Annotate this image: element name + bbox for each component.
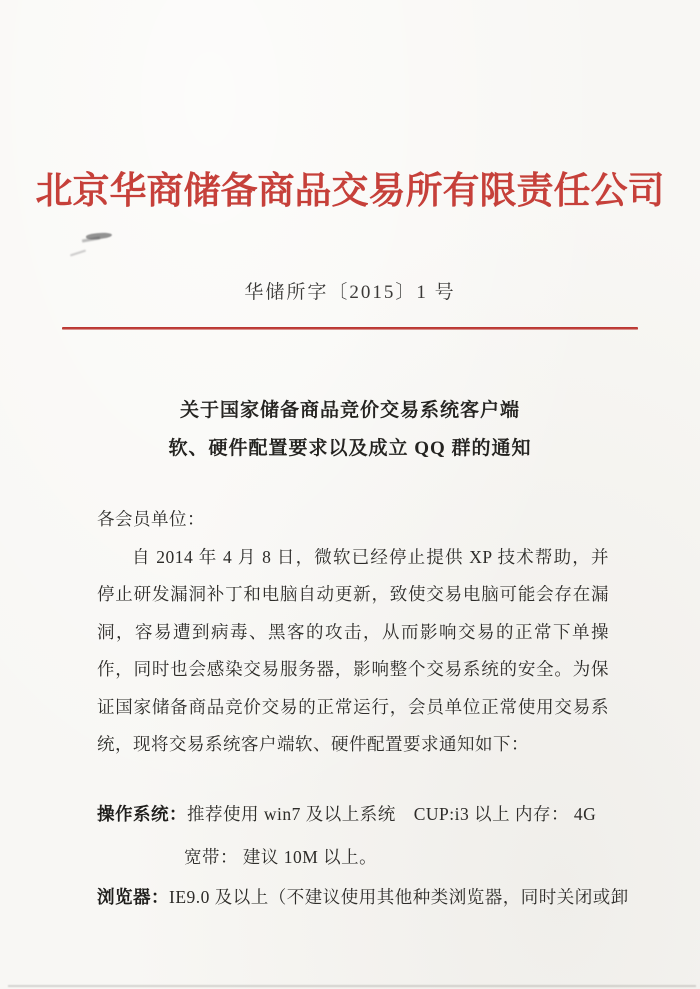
notice-title-line-2: 软、硬件配置要求以及成立 QQ 群的通知 — [168, 438, 532, 459]
scan-smudge-mark — [82, 236, 100, 242]
spec-line-browser — [97, 878, 629, 916]
spec-requirements — [97, 795, 629, 916]
scan-edge-artifact — [8, 985, 696, 987]
salutation: 各会员单位： — [97, 509, 205, 529]
spec-text-browser: IE9.0 及以上（不建议使用其他种类浏览器，同时关闭或卸 — [169, 887, 629, 907]
spec-line-bandwidth — [97, 838, 613, 876]
body-paragraph: 自 2014 年 4 月 8 日，微软已经停止提供 XP 技术帮助，并停止研发漏洞补丁和电脑自动更新，致使交易电脑可能会存在漏洞，容易遭到病毒、黑客的攻击，从而影响交易的正常下单操作，同时也会感染交易服务器，影响整个交易系统的安全。为保证国家储备商品竞价交易的正常运行，会员单位正常使用交易系统，现将交易系统客户端软、硬件配置要求通知如下： — [97, 546, 609, 754]
notice-body — [97, 501, 609, 764]
notice-title — [0, 392, 700, 468]
scan-smudge-mark — [70, 250, 86, 257]
spec-line-os — [97, 795, 613, 833]
letterhead-divider-line — [62, 327, 638, 330]
spec-text-bandwidth: 宽带： 建议 10M 以上。 — [184, 847, 378, 867]
spec-label-os: 操作系统： — [97, 804, 187, 824]
spec-text-os: 推荐使用 win7 及以上系统 CUP:i3 以上 内存： 4G — [187, 804, 597, 824]
letterhead-company-name: 北京华商储备商品交易所有限责任公司 — [35, 171, 665, 212]
spec-label-browser: 浏览器： — [97, 887, 169, 907]
document-reference-number: 华储所字〔2015〕1 号 — [244, 282, 456, 303]
notice-title-line-1: 关于国家储备商品竞价交易系统客户端 — [179, 400, 520, 421]
